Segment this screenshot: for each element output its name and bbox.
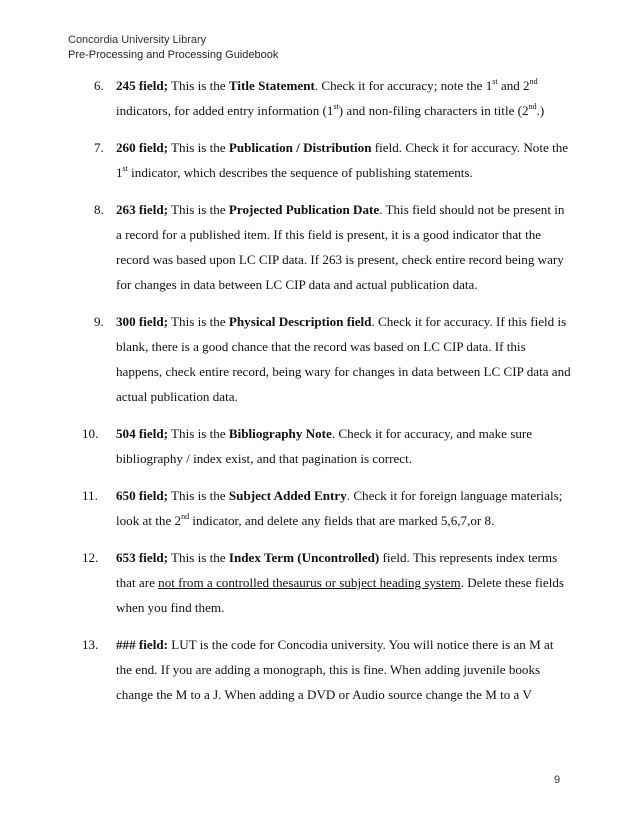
field-name: Title Statement bbox=[228, 78, 315, 93]
field-name: Physical Description field bbox=[228, 314, 372, 329]
list-item-260 bbox=[82, 135, 572, 185]
field-name: Bibliography Note bbox=[228, 426, 332, 441]
field-tag: ### field: bbox=[116, 637, 169, 652]
field-name: Projected Publication Date bbox=[228, 202, 380, 217]
item-text: . Check it for foreign language materials; look at the 2 bbox=[116, 488, 563, 528]
item-text: This is the bbox=[168, 550, 229, 565]
marc-field-list bbox=[82, 73, 572, 719]
underlined-text: not from a controlled thesaurus or subject heading system bbox=[158, 575, 461, 590]
field-tag: 300 field; bbox=[116, 314, 169, 329]
item-text: . This field should not be present in a record for a published item. If this field is present, it is a good indicator that the record was based upon LC CIP data. If 263 is present, check entire record being wary for changes in data between LC CIP data and actual publication data. bbox=[116, 202, 565, 292]
item-number: 9. bbox=[94, 314, 104, 329]
superscript: st bbox=[333, 101, 339, 111]
list-item-650 bbox=[82, 483, 572, 533]
item-text: and 2 bbox=[497, 78, 530, 93]
list-item-300 bbox=[82, 309, 572, 409]
item-text: . Check it for accuracy. If this field is blank, there is a good chance that the record was based on LC CIP data. If this happens, check entire record, being wary for changes in data between LC CIP data and actual publication data. bbox=[116, 314, 571, 404]
item-text: field. This represents index terms that are bbox=[116, 550, 558, 590]
item-text: . Delete these fields when you find them. bbox=[116, 575, 564, 615]
item-number: 11. bbox=[82, 488, 98, 503]
superscript: nd bbox=[528, 101, 537, 111]
field-tag: 260 field; bbox=[116, 140, 169, 155]
field-name: Publication / Distribution bbox=[228, 140, 372, 155]
field-tag: 653 field; bbox=[116, 550, 169, 565]
superscript: st bbox=[492, 76, 498, 86]
item-text: This is the bbox=[168, 202, 229, 217]
item-number: 10. bbox=[82, 426, 99, 441]
page-number: 9 bbox=[554, 774, 561, 786]
header-institution: Concordia University Library bbox=[68, 34, 207, 46]
field-name: Subject Added Entry bbox=[228, 488, 347, 503]
field-tag: 245 field; bbox=[116, 78, 169, 93]
item-text: This is the bbox=[168, 488, 229, 503]
superscript: nd bbox=[181, 511, 190, 521]
field-tag: 504 field; bbox=[116, 426, 169, 441]
item-text: This is the bbox=[168, 314, 229, 329]
item-text: ) and non-filing characters in title (2 bbox=[338, 103, 529, 118]
item-number: 6. bbox=[94, 78, 104, 93]
item-number: 12. bbox=[82, 550, 99, 565]
item-text: This is the bbox=[168, 426, 229, 441]
list-item-245 bbox=[82, 73, 572, 123]
item-number: 7. bbox=[94, 140, 104, 155]
item-text: This is the bbox=[168, 78, 229, 93]
item-text: field. Check it for accuracy. Note the 1 bbox=[116, 140, 569, 180]
item-text: indicators, for added entry information (1 bbox=[116, 103, 334, 118]
superscript: nd bbox=[529, 76, 538, 86]
field-tag: 263 field; bbox=[116, 202, 169, 217]
superscript: st bbox=[122, 163, 128, 173]
list-item-504 bbox=[82, 421, 572, 471]
list-item-lut bbox=[82, 632, 572, 707]
header-guidebook-title: Pre-Processing and Processing Guidebook bbox=[68, 49, 279, 61]
field-tag: 650 field; bbox=[116, 488, 169, 503]
item-text: . Check it for accuracy, and make sure bibliography / index exist, and that pagination is correct. bbox=[116, 426, 533, 466]
running-header bbox=[68, 33, 278, 63]
item-number: 13. bbox=[82, 637, 99, 652]
field-name: Index Term (Uncontrolled) bbox=[228, 550, 380, 565]
list-item-263 bbox=[82, 197, 572, 297]
item-text: .) bbox=[536, 103, 545, 118]
item-text: indicator, which describes the sequence of publishing statements. bbox=[127, 165, 473, 180]
item-text: indicator, and delete any fields that are marked 5,6,7,or 8. bbox=[189, 513, 495, 528]
item-text: LUT is the code for Concodia university. You will notice there is an M at the end. If you are adding a monograph, this is fine. When adding juvenile books change the M to a J. When adding a DVD or Audio source change the M to a V bbox=[116, 637, 554, 702]
item-number: 8. bbox=[94, 202, 104, 217]
list-item-653 bbox=[82, 545, 572, 620]
item-text: This is the bbox=[168, 140, 229, 155]
item-text: . Check it for accuracy; note the 1 bbox=[314, 78, 493, 93]
